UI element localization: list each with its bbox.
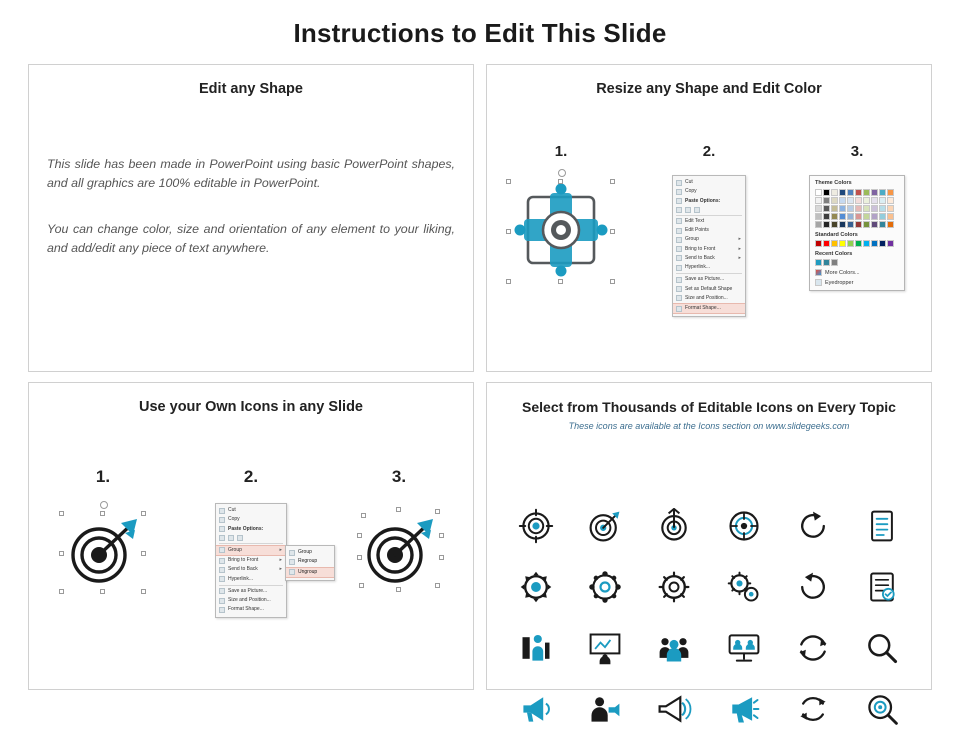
color-swatch[interactable] [815, 197, 822, 204]
context-menu-item[interactable] [673, 275, 745, 284]
color-swatch[interactable] [887, 213, 894, 220]
more-colors-label: More Colors... [825, 269, 860, 276]
group-icon [289, 550, 295, 556]
context-menu-item[interactable] [673, 294, 745, 303]
resize-handle-middle-right[interactable] [610, 229, 615, 234]
color-swatch[interactable] [839, 189, 846, 196]
color-swatch[interactable] [823, 213, 830, 220]
color-swatch[interactable] [879, 189, 886, 196]
gear-flower-icon[interactable] [587, 569, 623, 605]
theme-colors-row[interactable] [815, 197, 899, 204]
more-colors-button[interactable] [815, 269, 899, 276]
context-menu-item-label: Cut [228, 507, 236, 513]
copy-icon [219, 517, 225, 523]
theme-colors-row[interactable] [815, 205, 899, 212]
color-swatch[interactable] [879, 240, 886, 247]
resize-handle-bottom-right[interactable] [141, 589, 146, 594]
target-arrow-icon[interactable] [656, 508, 692, 544]
size-position-icon [676, 295, 682, 301]
context-menu-separator [219, 585, 283, 586]
standard-colors-title: Standard Colors [815, 232, 858, 238]
submenu-item-group[interactable] [286, 548, 334, 557]
resize-handle-middle-left[interactable] [506, 229, 511, 234]
panel-own-icons-title: Use your Own Icons in any Slide [139, 399, 363, 415]
color-swatch[interactable] [871, 213, 878, 220]
chevron-right-icon: ▸ [738, 254, 741, 261]
context-menu-item[interactable] [673, 235, 745, 244]
resize-handle-top-right[interactable] [141, 511, 146, 516]
eyedropper-button[interactable] [815, 279, 899, 286]
submenu-item-label: Ungroup [298, 568, 318, 575]
target-dart-icon [59, 503, 147, 593]
paste-option-row[interactable] [216, 534, 286, 542]
resize-handle-top-left[interactable] [59, 511, 64, 516]
color-swatch[interactable] [847, 189, 854, 196]
paste-icon [219, 526, 225, 532]
color-swatch[interactable] [855, 221, 862, 228]
save-picture-icon [219, 588, 225, 594]
resize-step-number-1: 1. [554, 143, 568, 160]
color-swatch[interactable] [871, 197, 878, 204]
group-people-icon[interactable] [656, 630, 692, 666]
send-back-icon [676, 255, 682, 261]
color-swatch[interactable] [863, 240, 870, 247]
context-menu-item-label: Set as Default Shape [685, 285, 733, 292]
panel-icon-library [486, 382, 932, 690]
context-menu-item-label: Paste Options: [228, 525, 264, 532]
context-menu-item-format-shape[interactable] [673, 303, 745, 314]
color-swatch[interactable] [887, 240, 894, 247]
color-swatch[interactable] [887, 189, 894, 196]
regroup-icon [289, 559, 295, 565]
color-picker-popup[interactable] [809, 175, 905, 291]
person-podium-icon[interactable] [518, 630, 554, 666]
context-menu-item[interactable] [216, 556, 286, 565]
color-swatch[interactable] [831, 259, 838, 266]
color-swatch[interactable] [863, 197, 870, 204]
target-dart-icon [355, 503, 443, 593]
team-meeting-icon[interactable] [726, 630, 762, 666]
send-back-icon [219, 567, 225, 573]
group-icon [219, 547, 225, 553]
megaphone-icon[interactable] [518, 691, 554, 727]
own-icons-step-number-3: 3. [391, 467, 407, 486]
context-menu-item-label: Group [685, 236, 699, 243]
color-swatch[interactable] [831, 240, 838, 247]
color-swatch[interactable] [815, 259, 822, 266]
checklist-document-icon[interactable] [864, 569, 900, 605]
color-swatch[interactable] [879, 197, 886, 204]
resize-handle[interactable] [439, 555, 444, 560]
magnifier-icon[interactable] [864, 630, 900, 666]
color-swatch[interactable] [831, 197, 838, 204]
target-scope-icon[interactable] [726, 508, 762, 544]
page-title: Instructions to Edit This Slide [293, 18, 667, 48]
context-menu-item-label: Cut [685, 179, 693, 185]
theme-colors-title: Theme Colors [815, 180, 852, 186]
resize-handle[interactable] [435, 509, 440, 514]
context-menu-item-label: Size and Position... [228, 597, 271, 603]
shape-selection-frame[interactable] [506, 175, 616, 287]
resize-handle[interactable] [361, 513, 366, 518]
color-swatch[interactable] [815, 189, 822, 196]
color-swatch[interactable] [871, 205, 878, 212]
color-swatch[interactable] [823, 240, 830, 247]
color-swatch[interactable] [871, 189, 878, 196]
resize-handle[interactable] [357, 533, 362, 538]
sync-circular-icon[interactable] [795, 630, 831, 666]
context-menu-item-label: Save as Picture... [228, 587, 268, 594]
submenu-item-ungroup[interactable] [286, 567, 334, 578]
color-swatch[interactable] [855, 197, 862, 204]
icon-context-menu[interactable] [215, 503, 287, 618]
resize-handle-bottom-center[interactable] [558, 279, 563, 284]
color-swatch[interactable] [863, 189, 870, 196]
context-menu-separator [676, 215, 742, 216]
save-picture-icon [676, 277, 682, 283]
context-menu-item-label: Format Shape... [228, 606, 264, 613]
color-swatch[interactable] [823, 221, 830, 228]
chevron-right-icon: ▸ [279, 557, 282, 563]
panel-edit-shape-paragraph-2: You can change color, size and orientation of any element to your liking, and add/edit any piece of text anywhere. [47, 222, 455, 256]
color-swatch[interactable] [847, 205, 854, 212]
context-menu-item-label: Edit Text [685, 217, 705, 224]
resize-figure-2 [635, 175, 783, 317]
color-swatch[interactable] [863, 221, 870, 228]
color-swatch[interactable] [847, 213, 854, 220]
resize-handle-bottom-left[interactable] [506, 279, 511, 284]
shape-context-menu[interactable] [672, 175, 746, 317]
bring-front-icon [219, 558, 225, 564]
submenu-item-regroup[interactable] [286, 557, 334, 566]
resize-handle[interactable] [435, 583, 440, 588]
color-swatch[interactable] [855, 205, 862, 212]
chevron-right-icon: ▸ [279, 546, 282, 553]
resize-figure-1 [487, 175, 635, 287]
context-menu-item[interactable] [216, 525, 286, 534]
panel-edit-shape-paragraph-1: This slide has been made in PowerPoint using basic PowerPoint shapes, and all graphics are 100% editable in PowerPoint. [47, 157, 455, 191]
default-shape-icon [676, 286, 682, 292]
gears-double-icon[interactable] [726, 569, 762, 605]
color-swatch[interactable] [839, 197, 846, 204]
chevron-right-icon: ▸ [738, 236, 741, 243]
context-menu-item-label: Send to Back [685, 254, 715, 261]
color-swatch[interactable] [879, 213, 886, 220]
paste-option-icon [228, 535, 234, 541]
own-icons-step-number-2: 2. [243, 467, 259, 486]
color-swatch[interactable] [855, 213, 862, 220]
selected-shape-graphic [506, 175, 616, 287]
color-swatch[interactable] [863, 205, 870, 212]
chevron-right-icon: ▸ [279, 566, 282, 573]
context-menu-item[interactable] [673, 178, 745, 187]
resize-handle-bottom-right[interactable] [610, 279, 615, 284]
context-menu-item-label: Group [228, 546, 242, 553]
context-menu-item[interactable] [673, 217, 745, 226]
theme-colors-row[interactable] [815, 213, 899, 220]
paste-option-icon [694, 207, 700, 213]
own-icons-figure-3 [325, 503, 473, 593]
resize-handle-top-center[interactable] [100, 511, 105, 516]
bullhorn-icon[interactable] [656, 691, 692, 727]
resize-handle[interactable] [357, 555, 362, 560]
color-swatch[interactable] [863, 213, 870, 220]
refresh-clockwise-icon[interactable] [795, 508, 831, 544]
cut-icon [219, 508, 225, 514]
standard-colors-row[interactable] [815, 240, 899, 247]
context-menu-item[interactable] [216, 587, 286, 596]
document-list-icon[interactable] [864, 508, 900, 544]
own-icons-figure-2 [177, 503, 325, 618]
context-menu-item-group[interactable] [216, 545, 286, 556]
eyedropper-icon [815, 279, 822, 286]
paste-option-icon [219, 535, 225, 541]
context-menu-separator [219, 543, 283, 544]
ungroup-icon [289, 569, 295, 575]
resize-handle[interactable] [396, 507, 401, 512]
resize-handle-bottom-left[interactable] [59, 589, 64, 594]
resize-handle-top-left[interactable] [506, 179, 511, 184]
resize-handle-bottom-center[interactable] [100, 589, 105, 594]
refresh-arrow-icon[interactable] [795, 569, 831, 605]
color-swatch[interactable] [839, 240, 846, 247]
context-menu-item-label: Size and Position... [685, 294, 728, 301]
color-swatch[interactable] [831, 205, 838, 212]
resize-step-number-3: 3. [850, 143, 864, 160]
person-speaking-icon[interactable] [587, 691, 623, 727]
color-swatch[interactable] [855, 189, 862, 196]
color-swatch[interactable] [831, 213, 838, 220]
panel-edit-shape-title: Edit any Shape [199, 81, 303, 97]
resize-handle-middle-left[interactable] [59, 551, 64, 556]
color-swatch[interactable] [831, 221, 838, 228]
color-swatch[interactable] [887, 197, 894, 204]
color-swatch[interactable] [823, 197, 830, 204]
context-menu-item[interactable] [673, 226, 745, 235]
target-crosshair-icon[interactable] [518, 508, 554, 544]
size-position-icon [219, 598, 225, 604]
resize-figure-3 [783, 175, 931, 291]
target-magnifier-icon[interactable] [864, 691, 900, 727]
color-swatch[interactable] [887, 205, 894, 212]
edit-points-icon [676, 228, 682, 234]
context-menu-item[interactable] [673, 197, 745, 206]
panel-resize-shape [486, 64, 932, 372]
color-swatch[interactable] [823, 259, 830, 266]
group-icon [676, 237, 682, 243]
context-menu-item-label: Hyperlink... [685, 264, 711, 270]
resize-handle[interactable] [396, 587, 401, 592]
palette-icon [815, 269, 822, 276]
color-swatch[interactable] [871, 240, 878, 247]
resize-handle-top-right[interactable] [610, 179, 615, 184]
own-icons-step-number-1: 1. [95, 467, 111, 486]
hyperlink-icon [219, 576, 225, 582]
submenu-item-label: Regroup [298, 558, 318, 565]
color-swatch[interactable] [839, 205, 846, 212]
loudspeaker-icon[interactable] [726, 691, 762, 727]
panel-resize-shape-title: Resize any Shape and Edit Color [596, 81, 822, 97]
panel-own-icons [28, 382, 474, 690]
format-shape-icon [676, 306, 682, 312]
context-menu-item[interactable] [216, 605, 286, 614]
context-menu-item[interactable] [216, 565, 286, 574]
color-swatch[interactable] [839, 213, 846, 220]
context-menu-item-label: Format Shape... [685, 305, 721, 311]
context-menu-item[interactable] [673, 263, 745, 272]
gear-outline-icon[interactable] [656, 569, 692, 605]
color-swatch[interactable] [815, 240, 822, 247]
resize-step-number-2: 2. [702, 143, 716, 160]
context-menu-item-label: Hyperlink... [228, 575, 254, 582]
context-menu-item-label: Bring to Front [228, 557, 259, 563]
context-menu-item[interactable] [216, 515, 286, 524]
theme-colors-row[interactable] [815, 189, 899, 196]
resize-handle[interactable] [439, 533, 444, 538]
eyedropper-label: Eyedropper [825, 279, 854, 286]
chevron-right-icon: ▸ [738, 245, 741, 252]
context-menu-item-label: Copy [228, 516, 240, 523]
submenu-item-label: Group [298, 549, 312, 555]
resize-handle[interactable] [359, 583, 364, 588]
edit-text-icon [676, 218, 682, 224]
context-menu-item[interactable] [216, 596, 286, 605]
panel-edit-shape [28, 64, 474, 372]
context-menu-separator [676, 273, 742, 274]
paste-option-row[interactable] [673, 206, 745, 214]
resize-handle-top-center[interactable] [558, 179, 563, 184]
rotate-handle[interactable] [558, 169, 566, 177]
recent-colors-title: Recent Colors [815, 251, 853, 257]
paste-option-icon [676, 207, 682, 213]
context-menu-item-label: Paste Options: [685, 197, 721, 204]
context-menu-item[interactable] [216, 575, 286, 584]
panel-icon-library-title: Select from Thousands of Editable Icons on Every Topic [522, 399, 896, 415]
color-swatch[interactable] [879, 205, 886, 212]
theme-colors-row[interactable] [815, 221, 899, 228]
color-swatch[interactable] [815, 213, 822, 220]
target-dart-icon[interactable] [587, 508, 623, 544]
context-menu-item[interactable] [216, 506, 286, 515]
format-shape-icon [219, 607, 225, 613]
recent-colors-row[interactable] [815, 259, 899, 266]
color-swatch[interactable] [847, 240, 854, 247]
context-menu-item[interactable] [673, 245, 745, 254]
icon-selection-frame-2[interactable] [355, 503, 443, 593]
copy-icon [676, 189, 682, 195]
panel-icon-library-subtitle: These icons are available at the Icons section on www.slidegeeks.com [568, 421, 850, 431]
color-swatch[interactable] [871, 221, 878, 228]
color-swatch[interactable] [815, 205, 822, 212]
paste-option-icon [685, 207, 691, 213]
icon-library-grid [501, 495, 917, 739]
color-swatch[interactable] [839, 221, 846, 228]
color-swatch[interactable] [815, 221, 822, 228]
paste-option-icon [237, 535, 243, 541]
recycle-arrows-icon[interactable] [795, 691, 831, 727]
context-menu-item[interactable] [673, 254, 745, 263]
context-menu-item-label: Edit Points [685, 227, 709, 233]
color-swatch[interactable] [879, 221, 886, 228]
color-swatch[interactable] [823, 205, 830, 212]
context-menu-item-label: Save as Picture... [685, 276, 725, 283]
color-swatch[interactable] [823, 189, 830, 196]
color-swatch[interactable] [831, 189, 838, 196]
icon-selection-frame-1[interactable] [59, 503, 147, 593]
paste-icon [676, 198, 682, 204]
context-menu-item-label: Copy [685, 188, 697, 195]
context-menu-item-label: Send to Back [228, 566, 258, 573]
resize-handle-middle-right[interactable] [141, 551, 146, 556]
context-menu-item[interactable] [673, 187, 745, 196]
color-swatch[interactable] [855, 240, 862, 247]
own-icons-figure-1 [29, 503, 177, 593]
color-swatch[interactable] [847, 221, 854, 228]
hyperlink-icon [676, 265, 682, 271]
cut-icon [676, 180, 682, 186]
gear-icon[interactable] [518, 569, 554, 605]
rotate-handle[interactable] [100, 501, 108, 509]
group-submenu[interactable] [285, 545, 335, 581]
context-menu-item[interactable] [673, 285, 745, 294]
color-swatch[interactable] [847, 197, 854, 204]
bring-front-icon [676, 246, 682, 252]
context-menu-item-label: Bring to Front [685, 245, 716, 252]
presentation-person-icon[interactable] [587, 630, 623, 666]
color-swatch[interactable] [887, 221, 894, 228]
